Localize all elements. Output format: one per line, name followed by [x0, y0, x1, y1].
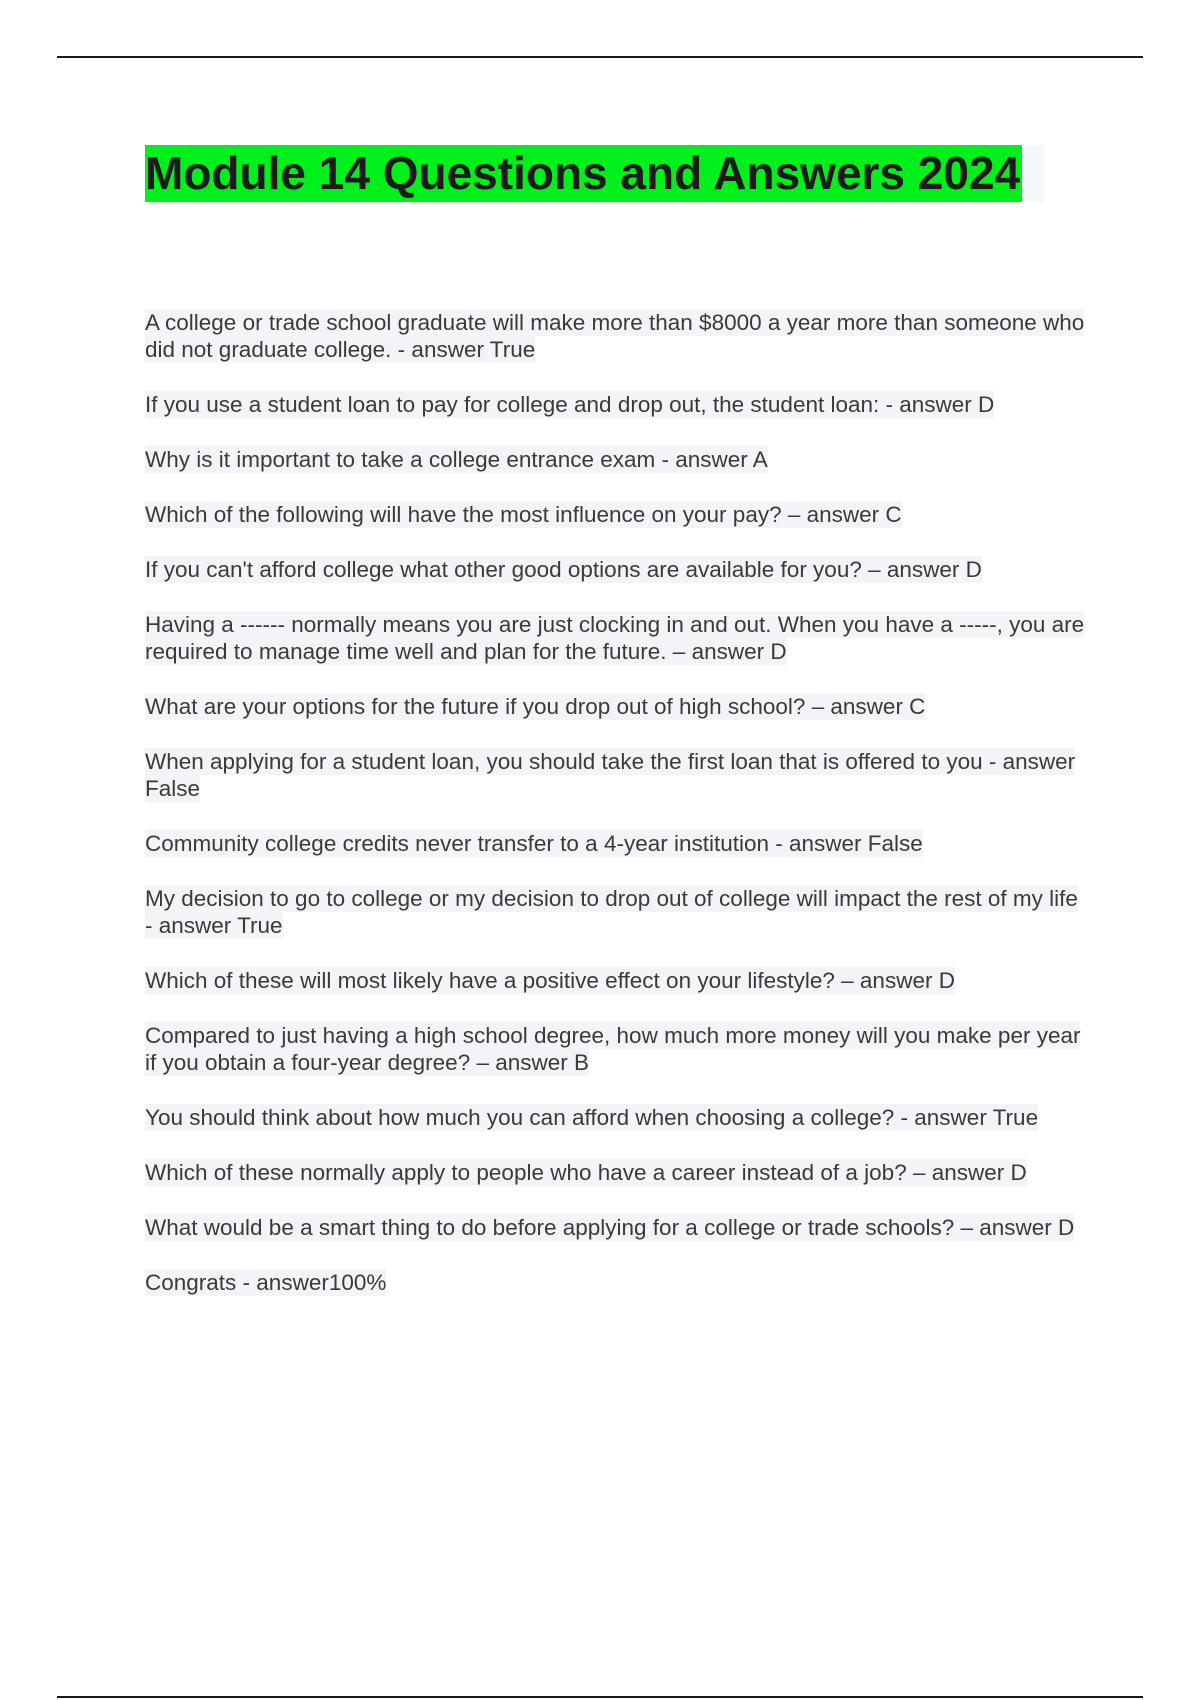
qa-item — [145, 748, 1085, 802]
qa-item — [145, 1104, 1085, 1131]
qa-item — [145, 1022, 1085, 1076]
qa-item — [145, 446, 1085, 473]
qa-item — [145, 556, 1085, 583]
qa-text: Which of these normally apply to people who have a career instead of a job? – answer D — [145, 1160, 1027, 1185]
qa-item — [145, 1214, 1085, 1241]
qa-text: Congrats - answer100% — [145, 1270, 387, 1295]
qa-text: Community college credits never transfer to a 4-year institution - answer False — [145, 831, 923, 856]
qa-item — [145, 309, 1085, 363]
title-block — [145, 145, 1044, 202]
qa-text: Compared to just having a high school degree, how much more money will you make per year if you obtain a four-year degree? – answer B — [145, 1023, 1081, 1075]
qa-item — [145, 1159, 1085, 1186]
qa-text: Having a ------ normally means you are just clocking in and out. When you have a -----, you are required to manage time well and plan for the future. – answer D — [145, 612, 1085, 664]
qa-text: If you use a student loan to pay for college and drop out, the student loan: - answer D — [145, 392, 995, 417]
qa-text: What would be a smart thing to do before applying for a college or trade schools? – answer D — [145, 1215, 1075, 1240]
qa-text: A college or trade school graduate will make more than $8000 a year more than someone who did not graduate college. - answer True — [145, 310, 1085, 362]
qa-item — [145, 611, 1085, 665]
qa-item — [145, 967, 1085, 994]
top-divider — [57, 56, 1143, 58]
qa-item — [145, 830, 1085, 857]
bottom-divider — [57, 1696, 1143, 1698]
qa-text: Which of the following will have the most influence on your pay? – answer C — [145, 502, 902, 527]
qa-text: When applying for a student loan, you should take the first loan that is offered to you - answer False — [145, 749, 1076, 801]
qa-item — [145, 885, 1085, 939]
qa-item — [145, 391, 1085, 418]
qa-item — [145, 501, 1085, 528]
qa-text: If you can't afford college what other good options are available for you? – answer D — [145, 557, 982, 582]
page-title: Module 14 Questions and Answers 2024 — [145, 145, 1022, 202]
qa-text: You should think about how much you can afford when choosing a college? - answer True — [145, 1105, 1039, 1130]
qa-text: What are your options for the future if you drop out of high school? – answer C — [145, 694, 926, 719]
qa-list — [145, 309, 1085, 1324]
qa-text: Which of these will most likely have a positive effect on your lifestyle? – answer D — [145, 968, 955, 993]
qa-item — [145, 693, 1085, 720]
qa-text: Why is it important to take a college entrance exam - answer A — [145, 447, 768, 472]
qa-item — [145, 1269, 1085, 1296]
qa-text: My decision to go to college or my decision to drop out of college will impact the rest of my life - answer True — [145, 886, 1078, 938]
